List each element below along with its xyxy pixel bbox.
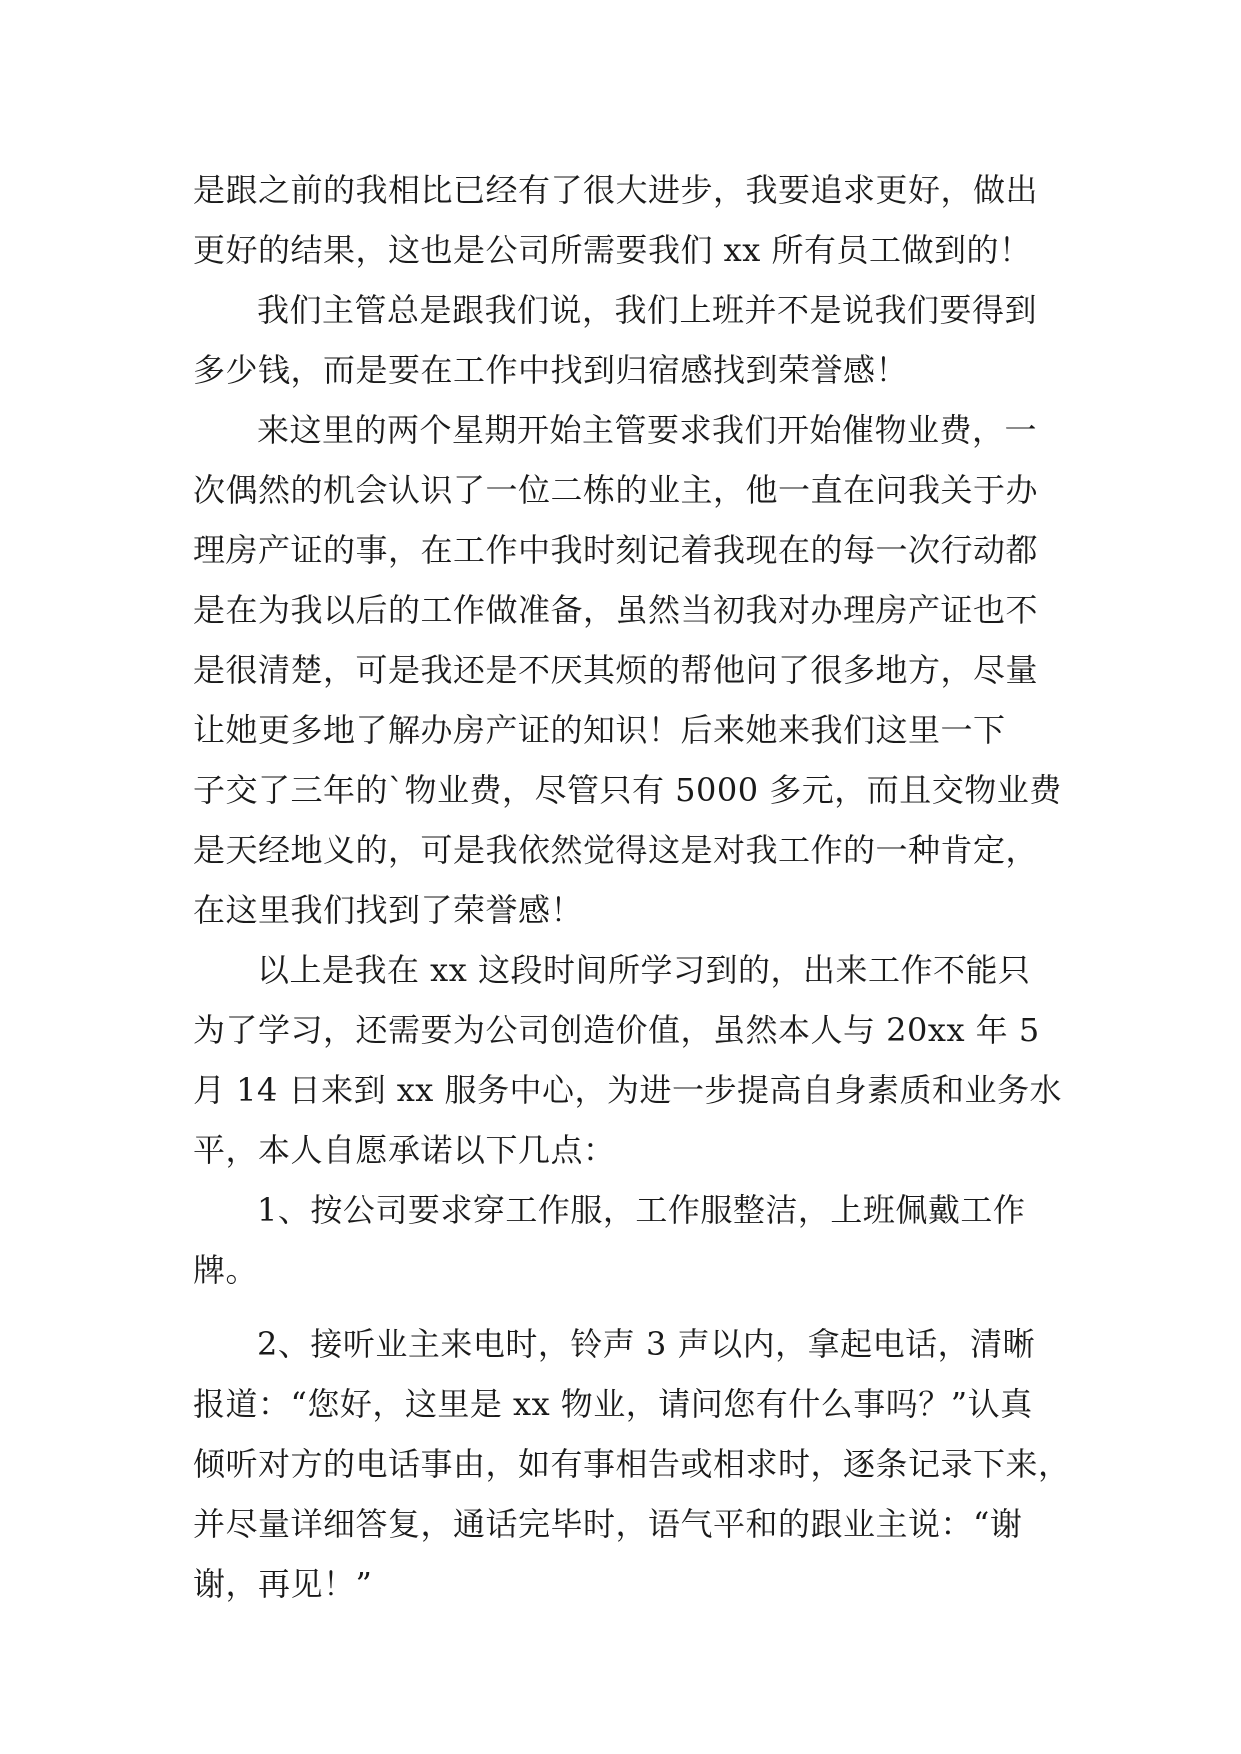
text-line: 来这里的两个星期开始主管要求我们开始催物业费，一 [257, 411, 1038, 449]
text-line: 更好的结果，这也是公司所需要我们 xx 所有员工做到的！ [193, 231, 1032, 269]
text-line: 报道：“您好，这里是 xx 物业，请问您有什么事吗？”认真 [193, 1385, 1033, 1423]
paragraph [193, 400, 1062, 940]
text-line: 倾听对方的电话事由，如有事相告或相求时，逐条记录下来， [193, 1445, 1071, 1483]
document-body [193, 160, 1071, 1614]
text-line: 理房产证的事，在工作中我时刻记着我现在的每一次行动都 [193, 531, 1039, 569]
text-line: 月 14 日来到 xx 服务中心，为进一步提高自身素质和业务水 [193, 1071, 1063, 1109]
text-line: 并尽量详细答复，通话完毕时，语气平和的跟业主说：“谢 [193, 1505, 1023, 1543]
text-line: 1、按公司要求穿工作服，工作服整洁，上班佩戴工作 [257, 1191, 1026, 1229]
paragraph [193, 160, 1053, 280]
text-line: 在这里我们找到了荣誉感！ [193, 891, 584, 929]
text-line: 我们主管总是跟我们说，我们上班并不是说我们要得到 [257, 291, 1038, 329]
text-line: 谢，再见！” [193, 1565, 373, 1603]
text-line: 让她更多地了解办房产证的知识！后来她来我们这里一下 [193, 711, 1006, 749]
paragraph [193, 1314, 1071, 1614]
text-line: 次偶然的机会认识了一位二栋的业主，他一直在问我关于办 [193, 471, 1039, 509]
text-line: 2、接听业主来电时，铃声 3 声以内，拿起电话，清晰 [257, 1325, 1036, 1363]
text-line: 牌。 [193, 1251, 259, 1289]
paragraph [193, 280, 1053, 400]
text-line: 为了学习，还需要为公司创造价值，虽然本人与 20xx 年 5 [193, 1011, 1040, 1049]
text-line: 是跟之前的我相比已经有了很大进步，我要追求更好，做出 [193, 171, 1039, 209]
paragraph [193, 940, 1063, 1180]
text-line: 多少钱，而是要在工作中找到归宿感找到荣誉感！ [193, 351, 909, 389]
text-line: 平，本人自愿承诺以下几点： [193, 1131, 616, 1169]
text-line: 以上是我在 xx 这段时间所学习到的，出来工作不能只 [257, 951, 1031, 989]
paragraph [193, 1180, 1053, 1300]
text-line: 子交了三年的`物业费，尽管只有 5000 多元，而且交物业费 [193, 771, 1062, 809]
text-line: 是天经地义的，可是我依然觉得这是对我工作的一种肯定， [193, 831, 1039, 869]
text-line: 是在为我以后的工作做准备，虽然当初我对办理房产证也不 [193, 591, 1039, 629]
text-line: 是很清楚，可是我还是不厌其烦的帮他问了很多地方，尽量 [193, 651, 1039, 689]
